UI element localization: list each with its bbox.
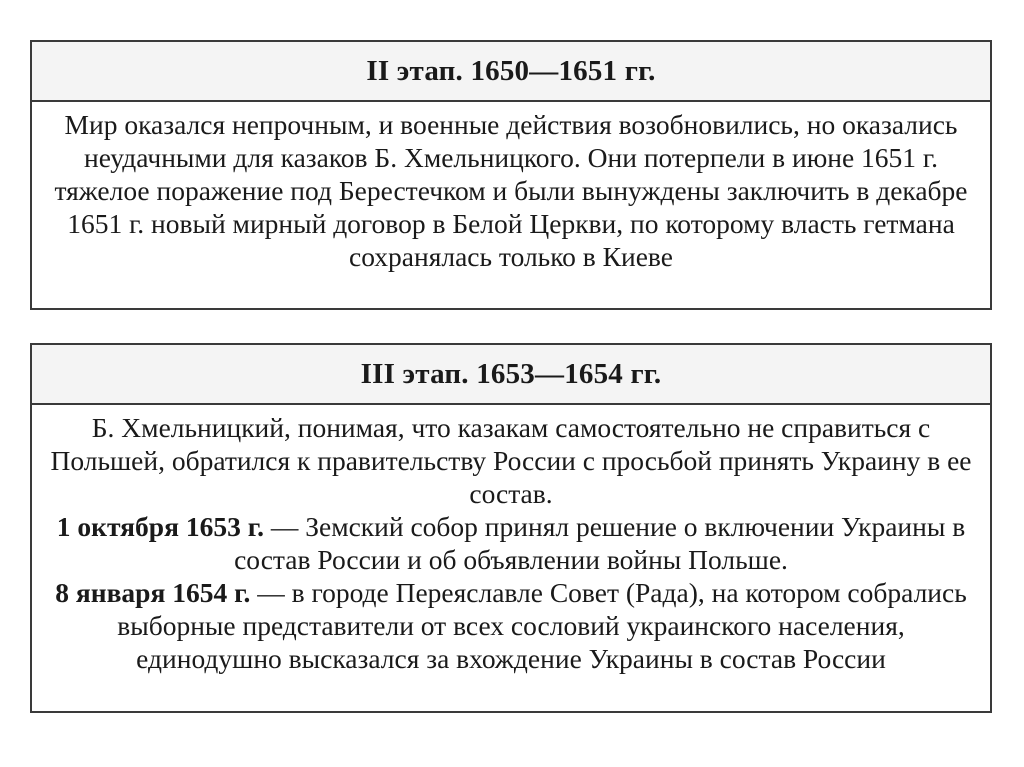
- stage-3-table: [30, 343, 992, 713]
- stage-3-paragraph-1-text: Б. Хмельницкий, понимая, что казакам самостоятельно не справиться с Польшей, обратился к правительству России с просьбой принять Украину в ее состав.: [50, 412, 972, 509]
- stage-3-paragraph-2-date: 1 октября 1653 г.: [56, 511, 264, 542]
- stage-2-paragraph-1: [46, 108, 976, 273]
- stage-3-paragraph-3-text: — в городе Переяславле Совет (Рада), на котором собрались выборные представители от всех сословий украинского населения, единодушно высказался за вхождение Украины в состав России: [117, 577, 967, 674]
- stage-2-title: II этап. 1650—1651 гг.: [32, 42, 990, 102]
- stage-3-paragraph-2: [46, 510, 976, 576]
- stage-3-paragraph-3: [46, 576, 976, 675]
- stage-3-title: III этап. 1653—1654 гг.: [32, 345, 990, 405]
- stage-2-body: [32, 102, 990, 273]
- stage-3-paragraph-2-text: — Земский собор принял решение о включении Украины в состав России и об объявлении войны Польше.: [234, 511, 966, 575]
- stage-3-paragraph-3-date: 8 января 1654 г.: [55, 577, 251, 608]
- stage-2-table: [30, 40, 992, 310]
- stage-2-paragraph-1-text: Мир оказался непрочным, и военные действия возобновились, но оказались неудачными для казаков Б. Хмельницкого. Они потерпели в июне 1651 г. тяжелое поражение под Берестечком и были вынуждены заключить в декабре 1651 г. новый мирный договор в Белой Церкви, по которому власть гетмана сохранялась только в Киеве: [54, 109, 968, 272]
- stage-3-paragraph-1: [46, 411, 976, 510]
- stage-3-body: [32, 405, 990, 675]
